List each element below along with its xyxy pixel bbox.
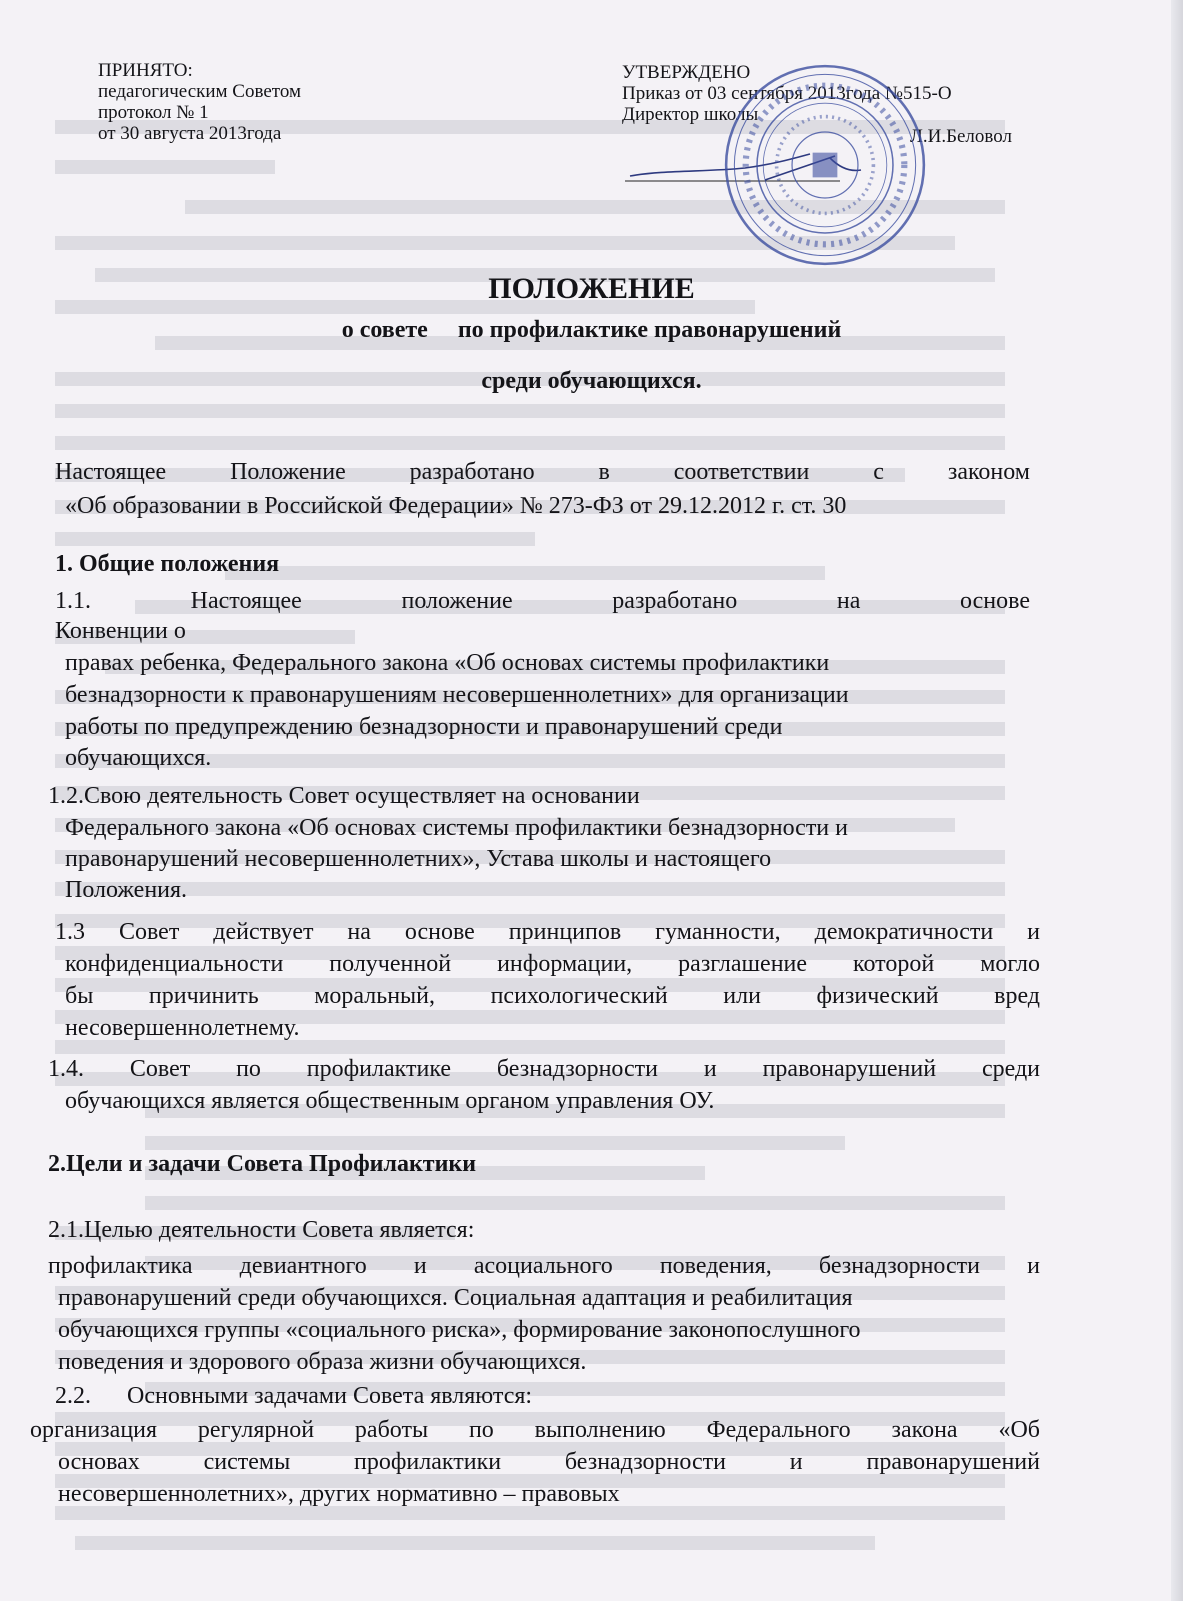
section-1-heading: 1. Общие положения	[55, 551, 280, 577]
school-seal	[722, 62, 928, 268]
clause-2-1-line: поведения и здорового образа жизни обучающихся.	[58, 1349, 587, 1375]
clause-1-2-line: Положения.	[65, 877, 188, 903]
clause-2-1-label: 2.1.Целью деятельности Совета является:	[48, 1217, 475, 1243]
page-edge	[1171, 0, 1183, 1601]
intro-line-2: «Об образовании в Российской Федерации» № 273-ФЗ от 29.12.2012 г. ст. 30	[65, 493, 847, 519]
clause-2-1-line: правонарушений среди обучающихся. Социальная адаптация и реабилитация	[58, 1285, 853, 1311]
clause-1-1-line: безнадзорности к правонарушениям несовершеннолетних» для организации	[65, 682, 849, 708]
approval-label: ПРИНЯТО:	[98, 60, 193, 81]
clause-1-4-line: обучающихся является общественным органом управления ОУ.	[65, 1088, 715, 1114]
clause-1-2-line: Федерального закона «Об основах системы профилактики безнадзорности и	[65, 815, 848, 841]
clause-1-3-line: конфиденциальности полученной информации, разглашение которой могло	[65, 951, 1040, 977]
clause-1-4-line: 1.4. Совет по профилактике безнадзорности и правонарушений среди	[48, 1056, 1040, 1082]
ratification-order: Приказ от 03 сентября 2013года №515-О	[622, 83, 952, 104]
clause-1-3-line: 1.3 Совет действует на основе принципов гуманности, демократичности и	[55, 919, 1040, 945]
clause-1-1-line: обучающихся.	[65, 745, 212, 771]
ratification-position: Директор школы	[622, 104, 759, 125]
clause-1-1-line: правах ребенка, Федерального закона «Об основах системы профилактики	[65, 650, 830, 676]
clause-2-2-line: несовершеннолетних», других нормативно – правовых	[58, 1481, 620, 1507]
clause-1-3-line: бы причинить моральный, психологический или физический вред	[65, 983, 1040, 1009]
intro-line-1: Настоящее Положение разработано в соответствии с законом	[55, 459, 1030, 485]
document-title: ПОЛОЖЕНИЕ	[488, 272, 695, 305]
document-subtitle-2: среди обучающихся.	[481, 368, 702, 394]
section-2-heading: 2.Цели и задачи Совета Профилактики	[48, 1151, 477, 1177]
clause-1-1-line: 1.1. Настоящее положение разработано на основе	[55, 588, 1030, 614]
clause-2-2-line: основах системы профилактики безнадзорности и правонарушений	[58, 1449, 1040, 1475]
clause-2-1-line: профилактика девиантного и асоциального поведения, безнадзорности и	[48, 1253, 1040, 1279]
approval-protocol: протокол № 1	[98, 102, 209, 123]
clause-1-3-line: несовершеннолетнему.	[65, 1015, 300, 1041]
clause-2-2-line: организация регулярной работы по выполнению Федерального закона «Об	[30, 1417, 1040, 1443]
clause-1-2-line: 1.2.Свою деятельность Совет осуществляет на основании	[48, 783, 640, 809]
approval-block	[98, 60, 301, 144]
approval-date: от 30 августа 2013года	[98, 123, 282, 144]
ratification-label: УТВЕРЖДЕНО	[622, 62, 751, 83]
clause-1-1-line: работы по предупреждению безнадзорности и правонарушений среди	[65, 714, 783, 740]
approval-body: педагогическим Советом	[98, 81, 301, 102]
clause-2-2-label: 2.2. Основными задачами Совета являются:	[55, 1383, 533, 1409]
clause-1-2-line: правонарушений несовершеннолетних», Устава школы и настоящего	[65, 846, 772, 872]
clause-1-1-line: Конвенции о	[55, 618, 186, 644]
clause-2-1-line: обучающихся группы «социального риска», формирование законопослушного	[58, 1317, 861, 1343]
director-name: Л.И.Беловол	[909, 126, 1012, 147]
document-subtitle: о совете по профилактике правонарушений	[341, 317, 842, 343]
